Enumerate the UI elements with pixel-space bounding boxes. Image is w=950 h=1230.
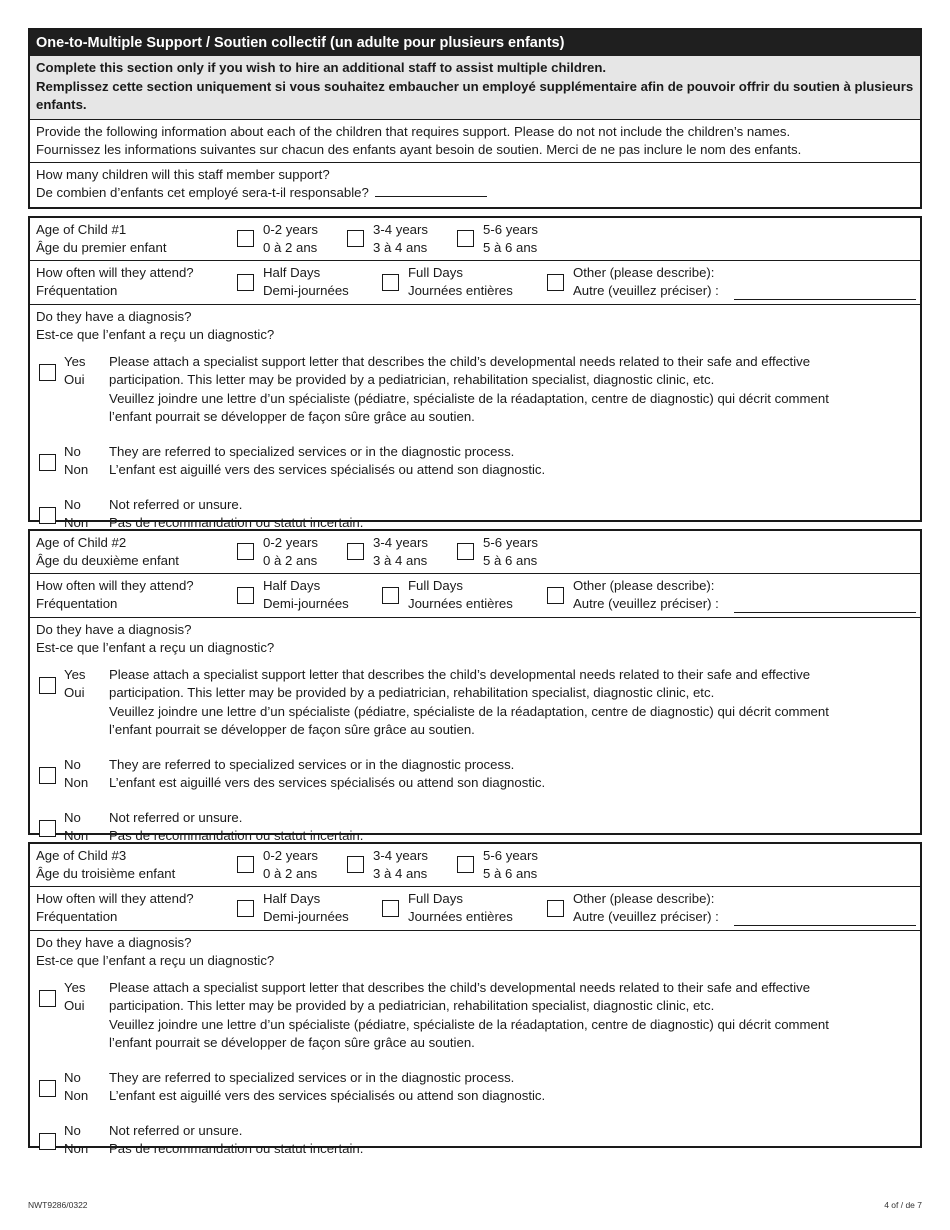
age-option-en: 3-4 years: [373, 534, 428, 550]
diagnosis-option: [30, 979, 920, 1061]
section-title: One-to-Multiple Support / Soutien collectif (un adulte pour plusieurs enfants): [30, 30, 920, 56]
frequency-checkbox[interactable]: [547, 587, 564, 604]
frequency-option-fr: Demi-journées: [263, 283, 349, 298]
description-line: l’enfant pourrait se développer de façon sûre grâce au soutien.: [109, 409, 475, 424]
diagnosis-option-label-fr: Non: [64, 462, 89, 477]
description-line: participation. This letter may be provided by a pediatrician, rehabilitation specialist, diagnostic clinic, etc.: [109, 685, 715, 700]
age-checkbox[interactable]: [237, 543, 254, 560]
age-option: [263, 534, 318, 571]
frequency-checkbox[interactable]: [237, 900, 254, 917]
age-option-fr: 3 à 4 ans: [373, 553, 428, 568]
child-block-1: [28, 216, 922, 530]
age-option-en: 3-4 years: [373, 847, 428, 863]
diagnosis-option-label-en: No: [64, 809, 81, 825]
frequency-option-en: Full Days: [408, 264, 463, 280]
frequency-option-fr: Demi-journées: [263, 596, 349, 611]
form-number: NWT9286/0322: [28, 1200, 88, 1210]
diagnosis-checkbox[interactable]: [39, 364, 56, 381]
frequency-row: [30, 261, 920, 305]
frequency-option-en: Half Days: [263, 890, 321, 906]
description-line: Please attach a specialist support letter that describes the child’s developmental needs related to their safe and effective: [109, 353, 811, 369]
frequency-checkbox[interactable]: [237, 587, 254, 604]
frequency-row: [30, 574, 920, 618]
age-checkbox[interactable]: [347, 230, 364, 247]
diagnosis-option-description: [109, 443, 904, 480]
diagnosis-option-description: [109, 809, 904, 846]
description-line: Pas de recommandation ou statut incertain.: [109, 515, 364, 530]
howmany-fr: De combien d’enfants cet employé sera-t-il responsable?: [36, 185, 369, 200]
frequency-checkbox[interactable]: [237, 274, 254, 291]
diagnosis-question: [30, 305, 920, 345]
description-line: Veuillez joindre une lettre d’un spécialiste (pédiatre, spécialiste de la réadaptation, centre de diagnostic) qui décrit comment: [109, 1016, 829, 1032]
age-label-en: Age of Child #1: [36, 221, 127, 237]
diagnosis-question: [30, 931, 920, 971]
age-checkbox[interactable]: [237, 230, 254, 247]
description-line: Pas de recommandation ou statut incertain.: [109, 828, 364, 843]
age-option-fr: 3 à 4 ans: [373, 240, 428, 255]
diagnosis-checkbox[interactable]: [39, 1080, 56, 1097]
age-row: [30, 218, 920, 261]
age-label: [36, 221, 167, 258]
age-checkbox[interactable]: [457, 856, 474, 873]
diagnosis-option-label: [64, 1069, 88, 1106]
age-option-fr: 5 à 6 ans: [483, 866, 538, 881]
frequency-checkbox[interactable]: [382, 900, 399, 917]
form-page: [28, 28, 922, 1156]
frequency-label: [36, 264, 194, 301]
diagnosis-checkbox[interactable]: [39, 454, 56, 471]
age-label-en: Age of Child #2: [36, 534, 127, 550]
description-line: Not referred or unsure.: [109, 1122, 243, 1138]
other-describe-field[interactable]: [734, 298, 916, 300]
diagnosis-option-label-en: No: [64, 1069, 81, 1085]
diagnosis-option-description: [109, 666, 904, 740]
diagnosis-question-en: Do they have a diagnosis?: [36, 934, 192, 950]
frequency-option-fr: Journées entières: [408, 909, 513, 924]
description-line: They are referred to specialized services or in the diagnostic process.: [109, 756, 515, 772]
diagnosis-section: [30, 618, 920, 853]
diagnosis-option-label-en: Yes: [64, 353, 86, 369]
diagnosis-option-description: [109, 496, 904, 533]
age-option-fr: 3 à 4 ans: [373, 866, 428, 881]
age-option-fr: 0 à 2 ans: [263, 240, 318, 255]
age-option-en: 5-6 years: [483, 534, 538, 550]
children-container: [28, 216, 922, 1156]
description-line: Not referred or unsure.: [109, 809, 243, 825]
frequency-option-en: Other (please describe):: [573, 264, 715, 280]
diagnosis-option-label: [64, 443, 88, 480]
description-line: Pas de recommandation ou statut incertain.: [109, 1141, 364, 1156]
diagnosis-checkbox[interactable]: [39, 1133, 56, 1150]
diagnosis-option-label-fr: Non: [64, 828, 89, 843]
intro-fr: Remplissez cette section uniquement si vous souhaitez embaucher un employé supplémentaire afin de pouvoir offrir du soutien à plusieurs enfants.: [36, 78, 914, 112]
diagnosis-option-label-fr: Oui: [64, 998, 85, 1013]
frequency-option-en: Half Days: [263, 577, 321, 593]
age-option-en: 5-6 years: [483, 847, 538, 863]
age-checkbox[interactable]: [457, 230, 474, 247]
age-option: [373, 847, 428, 884]
diagnosis-question-fr: Est-ce que l’enfant a reçu un diagnostic?: [36, 327, 275, 342]
diagnosis-question: [30, 618, 920, 658]
diagnosis-option-label: [64, 1122, 88, 1159]
diagnosis-option-label: [64, 496, 88, 533]
frequency-label-en: How often will they attend?: [36, 890, 194, 906]
description-line: L’enfant est aiguillé vers des services spécialisés ou attend son diagnostic.: [109, 462, 546, 477]
description-line: They are referred to specialized services or in the diagnostic process.: [109, 1069, 515, 1085]
diagnosis-question-fr: Est-ce que l’enfant a reçu un diagnostic?: [36, 953, 275, 968]
age-option: [483, 221, 538, 258]
frequency-option-fr: Autre (veuillez préciser) :: [573, 283, 719, 298]
description-line: Veuillez joindre une lettre d’un spécialiste (pédiatre, spécialiste de la réadaptation, centre de diagnostic) qui décrit comment: [109, 390, 829, 406]
diagnosis-option-label-fr: Oui: [64, 372, 85, 387]
diagnosis-option-description: [109, 979, 904, 1053]
diagnosis-question-en: Do they have a diagnosis?: [36, 621, 192, 637]
frequency-option: [573, 890, 719, 927]
frequency-option: [573, 577, 719, 614]
frequency-option-en: Other (please describe):: [573, 577, 715, 593]
frequency-label-en: How often will they attend?: [36, 264, 194, 280]
diagnosis-option: [30, 353, 920, 435]
frequency-option-en: Half Days: [263, 264, 321, 280]
page-number: 4 of / de 7: [884, 1200, 922, 1210]
age-option-en: 3-4 years: [373, 221, 428, 237]
frequency-row: [30, 887, 920, 931]
age-label-fr: Âge du deuxième enfant: [36, 553, 179, 568]
frequency-option: [263, 264, 349, 301]
child-block-2: [28, 529, 922, 843]
description-line: participation. This letter may be provided by a pediatrician, rehabilitation specialist, diagnostic clinic, etc.: [109, 372, 715, 387]
diagnosis-checkbox[interactable]: [39, 677, 56, 694]
diagnosis-option-label-fr: Non: [64, 515, 89, 530]
diagnosis-question-fr: Est-ce que l’enfant a reçu un diagnostic?: [36, 640, 275, 655]
age-option-fr: 5 à 6 ans: [483, 553, 538, 568]
frequency-option: [263, 890, 349, 927]
diagnosis-option-label: [64, 979, 86, 1016]
diagnosis-option-label: [64, 666, 86, 703]
age-option-fr: 0 à 2 ans: [263, 553, 318, 568]
diagnosis-option-label-fr: Oui: [64, 685, 85, 700]
frequency-label-en: How often will they attend?: [36, 577, 194, 593]
diagnosis-checkbox[interactable]: [39, 820, 56, 837]
age-label: [36, 534, 179, 571]
age-option: [263, 221, 318, 258]
frequency-label-fr: Fréquentation: [36, 283, 118, 298]
frequency-checkbox[interactable]: [547, 900, 564, 917]
description-line: Not referred or unsure.: [109, 496, 243, 512]
description-line: participation. This letter may be provided by a pediatrician, rehabilitation specialist, diagnostic clinic, etc.: [109, 998, 715, 1013]
age-label: [36, 847, 175, 884]
diagnosis-option: [30, 666, 920, 748]
description-line: Please attach a specialist support letter that describes the child’s developmental needs related to their safe and effective: [109, 666, 811, 682]
children-count-field[interactable]: [375, 184, 487, 197]
frequency-checkbox[interactable]: [382, 274, 399, 291]
age-option-en: 0-2 years: [263, 847, 318, 863]
other-describe-field[interactable]: [734, 611, 916, 613]
age-label-fr: Âge du premier enfant: [36, 240, 167, 255]
section-intro: [30, 56, 920, 120]
diagnosis-option-label-en: Yes: [64, 666, 86, 682]
frequency-option-fr: Journées entières: [408, 596, 513, 611]
age-row: [30, 531, 920, 574]
frequency-option: [408, 577, 513, 614]
diagnosis-option: [30, 756, 920, 801]
section-info: [30, 120, 920, 163]
children-count-question: [30, 163, 920, 207]
diagnosis-section: [30, 931, 920, 1166]
frequency-option-en: Full Days: [408, 890, 463, 906]
info-en: Provide the following information about each of the children that requires support. Please do not not include the children’s names.: [36, 123, 791, 139]
age-row: [30, 844, 920, 887]
diagnosis-option: [30, 1069, 920, 1114]
age-label-fr: Âge du troisième enfant: [36, 866, 176, 881]
frequency-label-fr: Fréquentation: [36, 909, 118, 924]
info-fr: Fournissez les informations suivantes sur chacun des enfants ayant besoin de soutien. Merci de ne pas inclure le nom des enfants.: [36, 142, 802, 157]
diagnosis-option-label-en: No: [64, 756, 81, 772]
age-checkbox[interactable]: [347, 856, 364, 873]
diagnosis-checkbox[interactable]: [39, 507, 56, 524]
diagnosis-option-label-en: No: [64, 496, 81, 512]
frequency-option-fr: Demi-journées: [263, 909, 349, 924]
diagnosis-question-en: Do they have a diagnosis?: [36, 308, 192, 324]
age-option: [373, 534, 428, 571]
age-checkbox[interactable]: [237, 856, 254, 873]
intro-en: Complete this section only if you wish to hire an additional staff to assist multiple children.: [36, 60, 607, 75]
child-block-3: [28, 842, 922, 1156]
age-option: [263, 847, 318, 884]
diagnosis-option-label-fr: Non: [64, 775, 89, 790]
howmany-en: How many children will this staff member support?: [36, 166, 330, 182]
diagnosis-option-label-en: No: [64, 1122, 81, 1138]
frequency-option-fr: Autre (veuillez préciser) :: [573, 596, 719, 611]
frequency-label-fr: Fréquentation: [36, 596, 118, 611]
age-option-en: 0-2 years: [263, 534, 318, 550]
description-line: Please attach a specialist support letter that describes the child’s developmental needs related to their safe and effective: [109, 979, 811, 995]
description-line: L’enfant est aiguillé vers des services spécialisés ou attend son diagnostic.: [109, 775, 546, 790]
section-box: [28, 28, 922, 209]
diagnosis-option-description: [109, 1069, 904, 1106]
diagnosis-option-label: [64, 353, 86, 390]
frequency-option: [573, 264, 719, 301]
diagnosis-option-label: [64, 756, 88, 793]
age-option-fr: 0 à 2 ans: [263, 866, 318, 881]
frequency-option: [408, 264, 513, 301]
frequency-checkbox[interactable]: [382, 587, 399, 604]
frequency-checkbox[interactable]: [547, 274, 564, 291]
other-describe-field[interactable]: [734, 924, 916, 926]
frequency-option: [408, 890, 513, 927]
age-option: [483, 534, 538, 571]
diagnosis-option-description: [109, 756, 904, 793]
diagnosis-option-label-en: No: [64, 443, 81, 459]
frequency-option-fr: Autre (veuillez préciser) :: [573, 909, 719, 924]
diagnosis-option: [30, 1122, 920, 1166]
diagnosis-option-label: [64, 809, 88, 846]
description-line: l’enfant pourrait se développer de façon sûre grâce au soutien.: [109, 722, 475, 737]
description-line: They are referred to specialized services or in the diagnostic process.: [109, 443, 515, 459]
age-option-fr: 5 à 6 ans: [483, 240, 538, 255]
frequency-label: [36, 890, 194, 927]
frequency-option: [263, 577, 349, 614]
diagnosis-option-description: [109, 1122, 904, 1159]
description-line: l’enfant pourrait se développer de façon sûre grâce au soutien.: [109, 1035, 475, 1050]
age-label-en: Age of Child #3: [36, 847, 127, 863]
diagnosis-checkbox[interactable]: [39, 990, 56, 1007]
age-checkbox[interactable]: [457, 543, 474, 560]
frequency-label: [36, 577, 194, 614]
frequency-option-fr: Journées entières: [408, 283, 513, 298]
frequency-option-en: Full Days: [408, 577, 463, 593]
diagnosis-section: [30, 305, 920, 540]
diagnosis-option: [30, 443, 920, 488]
age-option: [483, 847, 538, 884]
diagnosis-checkbox[interactable]: [39, 767, 56, 784]
diagnosis-option-label-en: Yes: [64, 979, 86, 995]
age-option-en: 5-6 years: [483, 221, 538, 237]
age-checkbox[interactable]: [347, 543, 364, 560]
age-option: [373, 221, 428, 258]
diagnosis-option-label-fr: Non: [64, 1088, 89, 1103]
age-option-en: 0-2 years: [263, 221, 318, 237]
diagnosis-option-label-fr: Non: [64, 1141, 89, 1156]
description-line: Veuillez joindre une lettre d’un spécialiste (pédiatre, spécialiste de la réadaptation, centre de diagnostic) qui décrit comment: [109, 703, 829, 719]
diagnosis-option-description: [109, 353, 904, 427]
frequency-option-en: Other (please describe):: [573, 890, 715, 906]
description-line: L’enfant est aiguillé vers des services spécialisés ou attend son diagnostic.: [109, 1088, 546, 1103]
